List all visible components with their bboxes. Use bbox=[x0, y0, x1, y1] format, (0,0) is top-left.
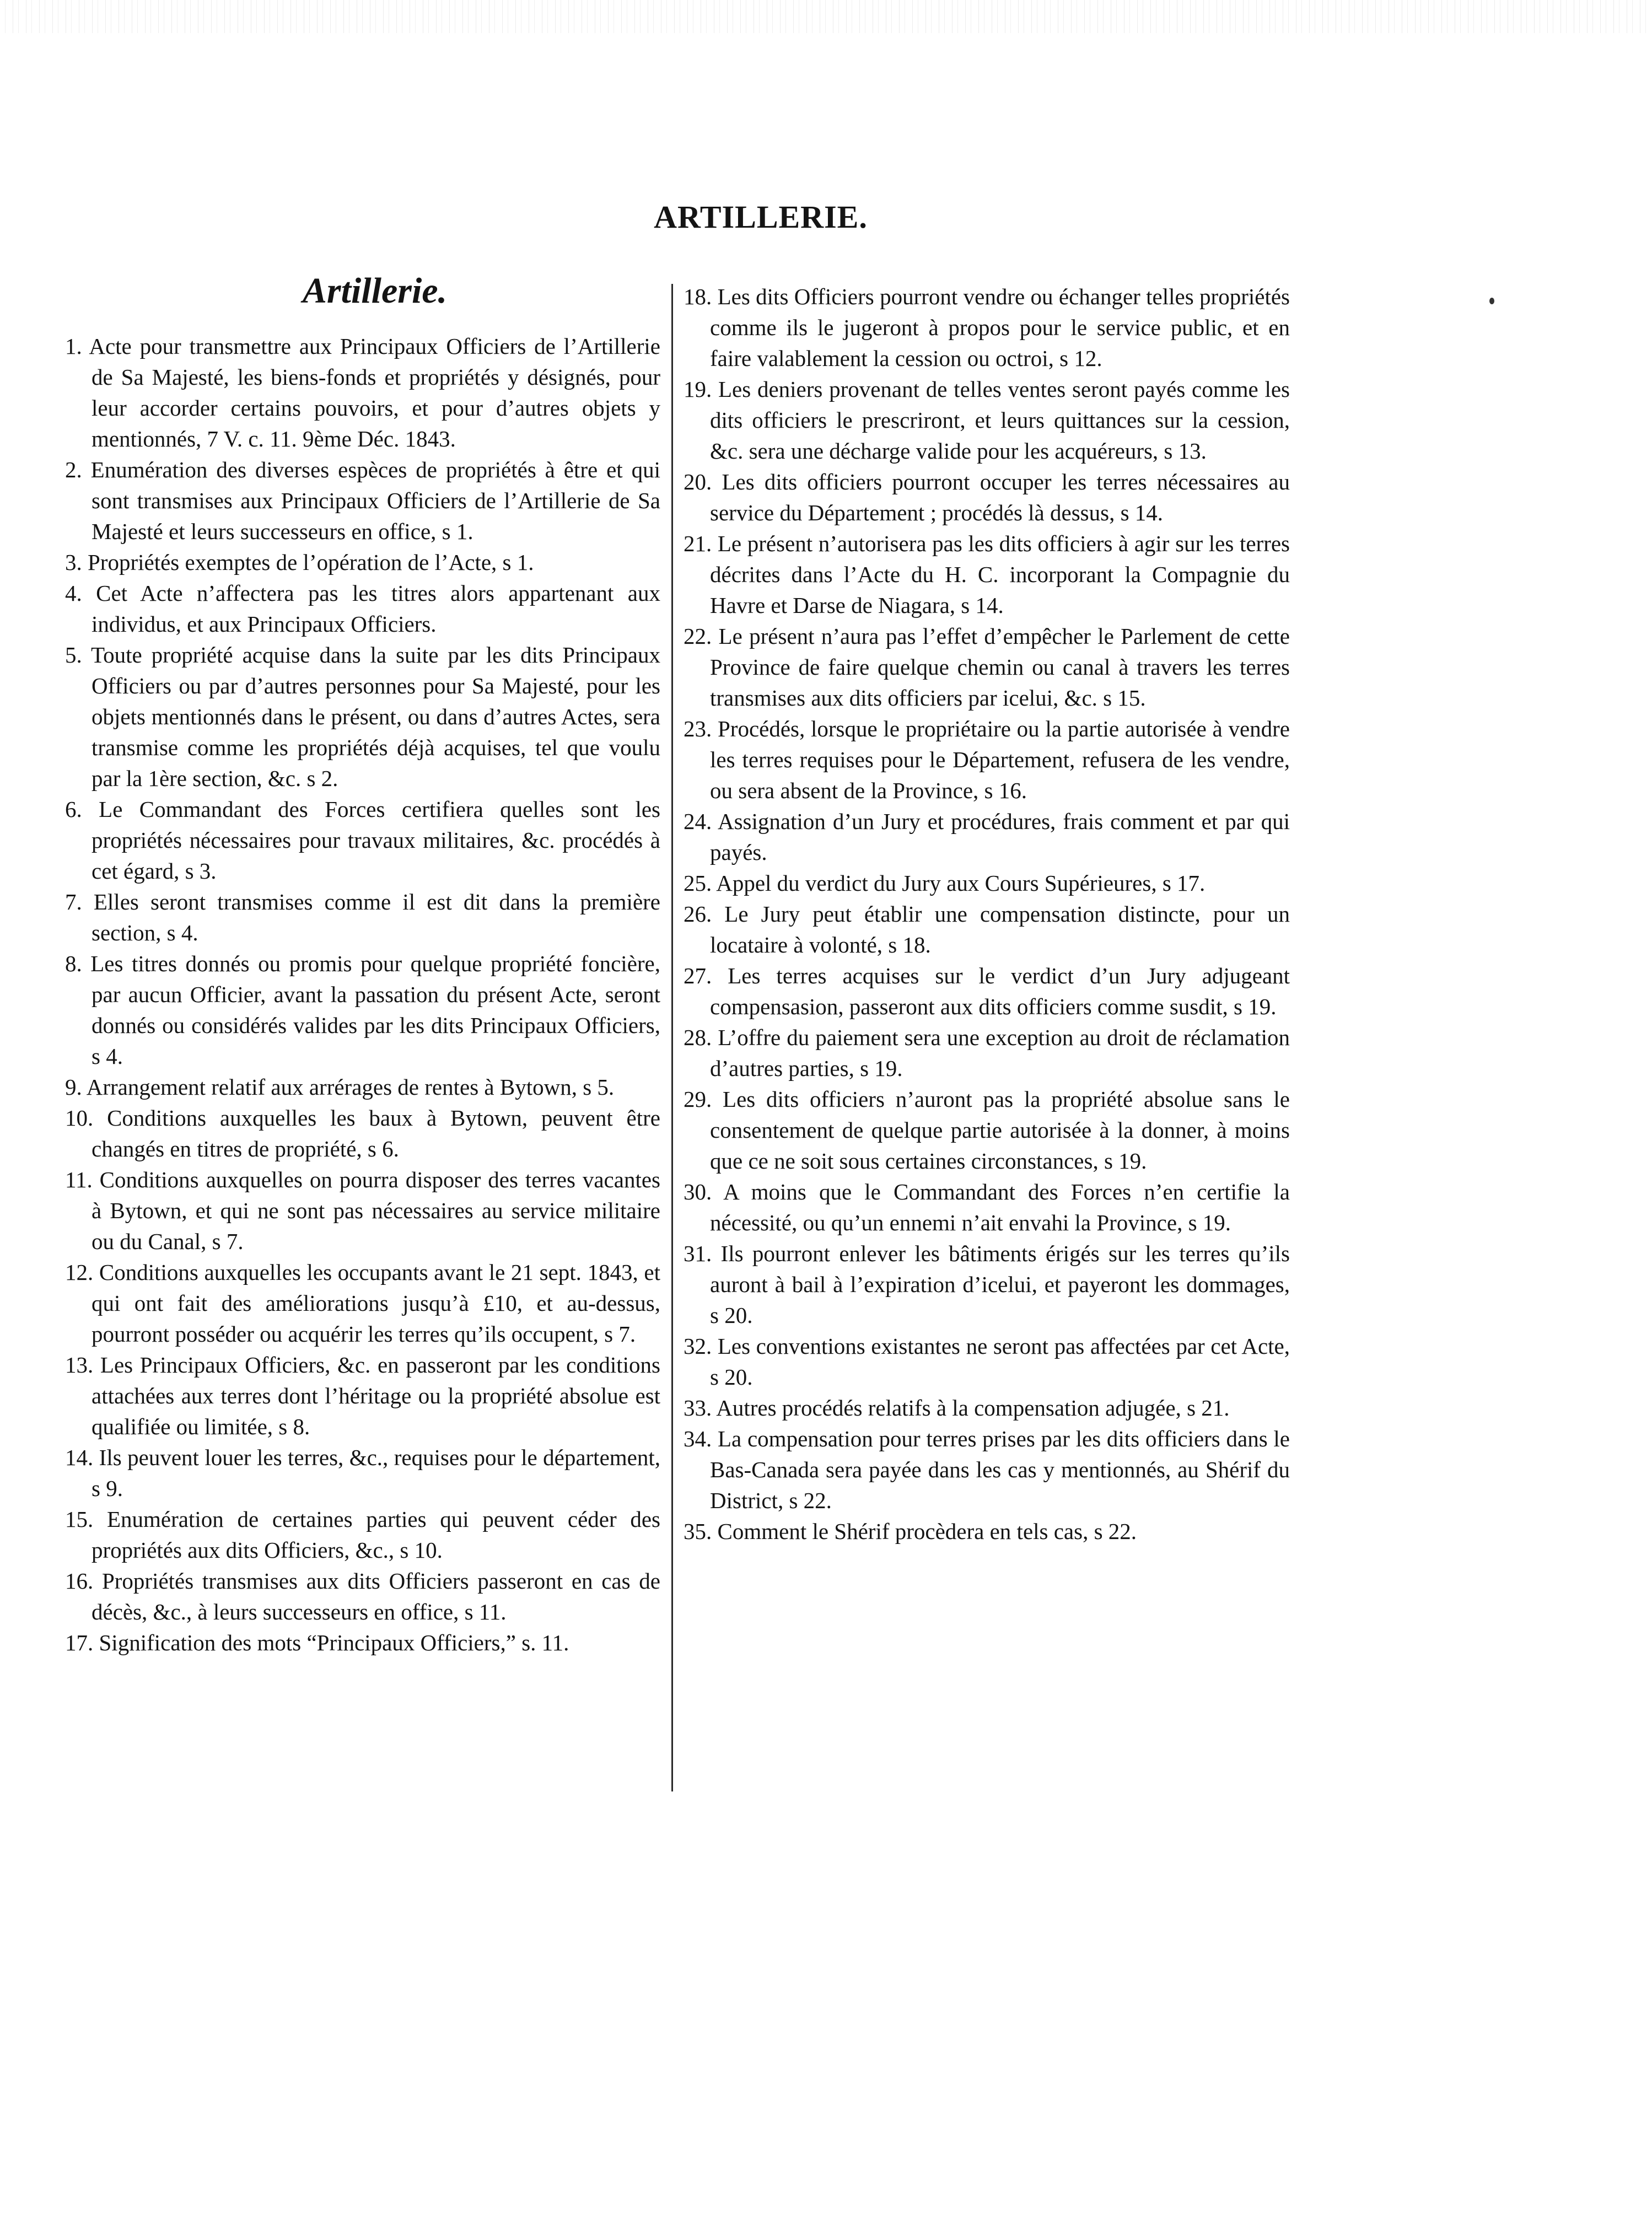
index-entry: 17. Signification des mots “Principaux Officiers,” s. 11. bbox=[65, 1630, 569, 1655]
index-entry: 32. Les conventions existantes ne seront pas affectées par cet Acte, s 20. bbox=[684, 1333, 1290, 1390]
index-entry: 12. Conditions auxquelles les occupants avant le 21 sept. 1843, et qui ont fait des améliorations jusqu’à £10, et au-dessus, pourront posséder ou acquérir les terres qu’ils occupent, s 7. bbox=[65, 1260, 660, 1347]
index-entry: 13. Les Principaux Officiers, &c. en passeront par les conditions attachées aux terres dont l’héritage ou la propriété absolue est qualifiée ou limitée, s 8. bbox=[65, 1352, 660, 1439]
index-entry: 11. Conditions auxquelles on pourra disposer des terres vacantes à Bytown, et qui ne sont pas nécessaires au service militaire ou du Canal, s 7. bbox=[65, 1167, 660, 1254]
index-entry: 4. Cet Acte n’affectera pas les titres alors appartenant aux individus, et aux Principaux Officiers. bbox=[65, 580, 660, 637]
index-entry: 30. A moins que le Commandant des Forces n’en certifie la nécessité, ou qu’un ennemi n’ait envahi la Province, s 19. bbox=[684, 1179, 1290, 1235]
index-entry: 15. Enumération de certaines parties qui peuvent céder des propriétés aux dits Officiers, &c., s 10. bbox=[65, 1506, 660, 1563]
index-entry: 3. Propriétés exemptes de l’opération de l’Acte, s 1. bbox=[65, 550, 534, 575]
index-entry: 26. Le Jury peut établir une compensation distincte, pour un locataire à volonté, s 18. bbox=[684, 901, 1290, 957]
index-entry: 18. Les dits Officiers pourront vendre ou échanger telles propriétés comme ils le jugeront à propos pour le service public, et en faire valablement la cession ou octroi, s 12. bbox=[684, 284, 1290, 371]
index-entry: 25. Appel du verdict du Jury aux Cours Supérieures, s 17. bbox=[684, 870, 1206, 896]
index-entry: 20. Les dits officiers pourront occuper les terres nécessaires au service du Département ; procédés là dessus, s 14. bbox=[684, 469, 1290, 525]
index-entry: 28. L’offre du paiement sera une exception au droit de réclamation d’autres parties, s 19. bbox=[684, 1025, 1290, 1081]
scan-noise bbox=[0, 0, 1652, 33]
right-column bbox=[684, 281, 1290, 1547]
index-entry: 16. Propriétés transmises aux dits Officiers passeront en cas de décès, &c., à leurs successeurs en office, s 11. bbox=[65, 1568, 660, 1624]
index-entry: 8. Les titres donnés ou promis pour quelque propriété foncière, par aucun Officier, avant la passation du présent Acte, seront donnés ou considérés valides par les dits Principaux Officiers, s 4. bbox=[65, 951, 660, 1069]
index-entry: 34. La compensation pour terres prises par les dits officiers dans le Bas-Canada sera payée dans les cas y mentionnés, au Shérif du District, s 22. bbox=[684, 1426, 1290, 1513]
index-entry: 35. Comment le Shérif procèdera en tels cas, s 22. bbox=[684, 1519, 1137, 1544]
index-entry: 14. Ils peuvent louer les terres, &c., requises pour le département, s 9. bbox=[65, 1445, 660, 1501]
ink-speck bbox=[1489, 298, 1494, 304]
index-entry: 21. Le présent n’autorisera pas les dits officiers à agir sur les terres décrites dans l’Acte du H. C. incorporant la Compagnie du Havre et Darse de Niagara, s 14. bbox=[684, 531, 1290, 618]
index-entry: 24. Assignation d’un Jury et procédures, frais comment et par qui payés. bbox=[684, 809, 1290, 865]
index-entry: 7. Elles seront transmises comme il est dit dans la première section, s 4. bbox=[65, 889, 660, 945]
index-entry: 10. Conditions auxquelles les baux à Bytown, peuvent être changés en titres de propriété, s 6. bbox=[65, 1105, 660, 1161]
index-entry: 33. Autres procédés relatifs à la compensation adjugée, s 21. bbox=[684, 1395, 1230, 1420]
section-heading: Artillerie. bbox=[302, 271, 448, 311]
index-entry: 19. Les deniers provenant de telles ventes seront payés comme les dits officiers le prescriront, et leurs quittances sur la cession, &c. sera une décharge valide pour les acquéreurs, s 13. bbox=[684, 376, 1290, 464]
index-entry: 6. Le Commandant des Forces certifiera quelles sont les propriétés nécessaires pour travaux militaires, &c. procédés à cet égard, s 3. bbox=[65, 797, 660, 884]
column-divider bbox=[671, 284, 673, 1791]
index-entry: 5. Toute propriété acquise dans la suite par les dits Principaux Officiers ou par d’autres personnes pour Sa Majesté, pour les objets mentionnés dans le présent, ou dans d’autres Actes, sera transmise comme les propriétés déjà acquises, tel que voulu par la 1ère section, &c. s 2. bbox=[65, 642, 660, 791]
index-entry: 23. Procédés, lorsque le propriétaire ou la partie autorisée à vendre les terres requises pour le Département, refusera de les vendre, ou sera absent de la Province, s 16. bbox=[684, 716, 1290, 803]
left-column bbox=[65, 331, 660, 1658]
index-entry: 27. Les terres acquises sur le verdict d’un Jury adjugeant compensasion, passeront aux dits officiers comme susdit, s 19. bbox=[684, 963, 1290, 1019]
index-entry: 9. Arrangement relatif aux arrérages de rentes à Bytown, s 5. bbox=[65, 1074, 615, 1100]
index-entry: 22. Le présent n’aura pas l’effet d’empêcher le Parlement de cette Province de faire quelque chemin ou canal à travers les terres transmises aux dits officiers par icelui, &c. s 15. bbox=[684, 623, 1290, 711]
index-entry: 2. Enumération des diverses espèces de propriétés à être et qui sont transmises aux Principaux Officiers de l’Artillerie de Sa Majesté et leurs successeurs en office, s 1. bbox=[65, 457, 660, 544]
page-title: ARTILLERIE. bbox=[654, 199, 868, 235]
index-entry: 1. Acte pour transmettre aux Principaux Officiers de l’Artillerie de Sa Majesté, les biens-fonds et propriétés y désignés, pour leur accorder certains pouvoirs, et pour d’autres objets y mentionnés, 7 V. c. 11. 9ème Déc. 1843. bbox=[65, 333, 660, 451]
index-entry: 31. Ils pourront enlever les bâtiments érigés sur les terres qu’ils auront à bail à l’expiration d’icelui, et payeront les dommages, s 20. bbox=[684, 1241, 1290, 1328]
index-entry: 29. Les dits officiers n’auront pas la propriété absolue sans le consentement de quelque partie autorisée à la donner, à moins que ce ne soit sous certaines circonstances, s 19. bbox=[684, 1086, 1290, 1174]
